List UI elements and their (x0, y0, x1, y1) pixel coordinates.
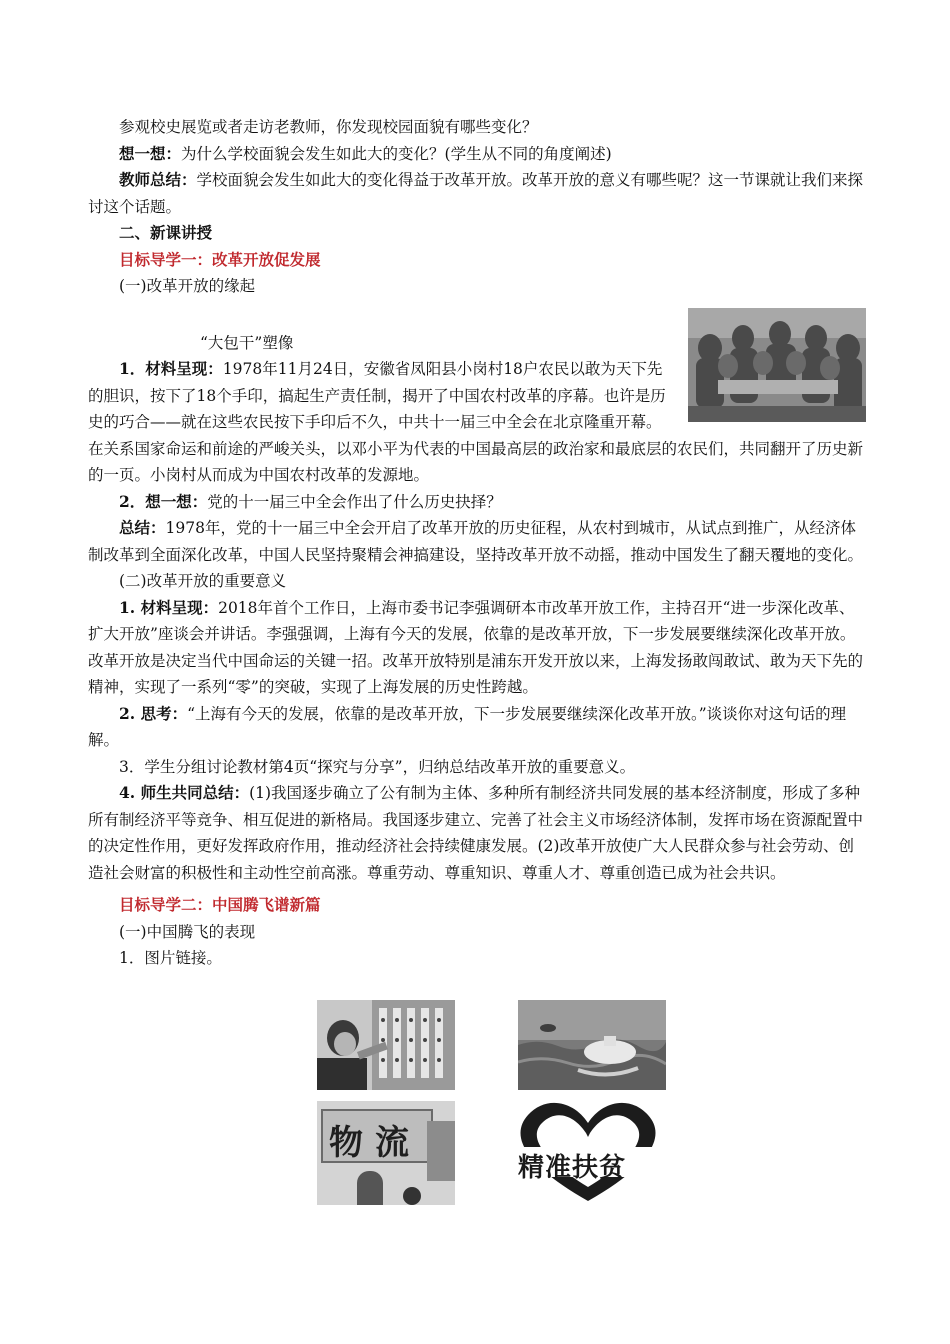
control-panel-photo (317, 1000, 455, 1090)
think-2-paragraph (88, 489, 866, 516)
section-heading: 二、新课讲授 (119, 223, 213, 242)
teacher-summary-text: 学校面貌会发生如此大的变化得益于改革开放。改革开放的意义有哪些呢？这一节课就让我们来探讨这个话题。 (88, 171, 864, 216)
joint-summary-paragraph (88, 780, 866, 886)
group-discussion-paragraph: 3．学生分组讨论教材第4页“探究与分享”，归纳总结改革开放的重要意义。 (119, 757, 636, 776)
goal1-summary-text: 1978年，党的十一届三中全会开启了改革开放的历史征程，从农村到城市，从试点到推广，从经济体制改革到全面深化改革，中国人民坚持聚精会神搞建设，坚持改革开放不动摇，推动中国发生了翻天覆地的变化。 (88, 519, 864, 564)
think-text: 为什么学校面貌会发生如此大的变化？(学生从不同的角度阐述) (181, 144, 612, 163)
shanghai-material-label: 1. 材料呈现： (119, 597, 219, 617)
document-body (88, 114, 866, 972)
goal2-heading: 目标导学二：中国腾飞谱新篇 (119, 895, 321, 914)
truck-wheel (403, 1187, 421, 1205)
joint-summary-text: (1)我国逐步确立了公有制为主体、多种所有制经济共同发展的基本经济制度，形成了多种所有制经济平等竞争、相互促进的新格局。我国逐步建立、完善了社会主义市场经济体制，发挥市场在资源配置中的决定性作用，更好发挥政府作用，推动经济社会持续健康发展。(2)改革开放使广大人民群众参与社会劳动、创造社会财富的积极性和主动性空前高涨。尊重劳动、尊重知识、尊重人才、尊重创造已成为社会共识。 (88, 784, 864, 882)
think-label: 想一想： (119, 143, 182, 163)
think-2-label: 2．想一想： (119, 491, 208, 511)
material-1-label: 1．材料呈现： (119, 359, 223, 378)
shanghai-material-text: 2018年首个工作日，上海市委书记李强调研本市改革开放工作，主持召开“进一步深化改革、扩大开放”座谈会并讲话。李强强调，上海有今天的发展，依靠的是改革开放，下一步发展要继续深化改革开放。改革开放是决定当代中国命运的关键一招。改革开放特别是浦东开发开放以来，上海发扬敢闯敢试、敢为天下先的精神，实现了一系列“零”的突破，实现了上海发展的历史性跨越。 (88, 598, 864, 696)
goal1-heading: 目标导学一：改革开放促发展 (119, 249, 321, 269)
logistics-photo (317, 1101, 455, 1205)
shanghai-material-paragraph (88, 595, 866, 701)
dabaogan-sculpture-image (688, 308, 866, 422)
intro-paragraph: 参观校史展览或者走访老教师，你发现校园面貌有哪些变化？ (119, 118, 538, 136)
poverty-alleviation-text: 精准扶贫 (518, 1153, 627, 1183)
goal1-subheading-2: (二)改革开放的重要意义 (119, 572, 287, 590)
worker-figure (357, 1171, 383, 1205)
joint-summary-label: 4. 师生共同总结： (119, 783, 250, 802)
picture-link-item: 1．图片链接。 (119, 949, 222, 967)
reflection-paragraph (88, 701, 866, 754)
reflection-label: 2. 思考： (119, 703, 188, 723)
reflection-text: “上海有今天的发展，依靠的是改革开放，下一步发展要继续深化改革开放。”谈谈你对这句话的理解。 (88, 704, 847, 749)
goal1-subheading-1: (一)改革开放的缘起 (119, 277, 256, 295)
goal1-summary-paragraph (88, 515, 866, 568)
goal2-subheading-1: (一)中国腾飞的表现 (119, 922, 256, 941)
goal1-summary-label: 总结： (119, 518, 166, 537)
teacher-summary-paragraph (88, 167, 866, 220)
logistics-text: 物流 (329, 1123, 421, 1163)
teacher-summary-label: 教师总结： (119, 170, 197, 189)
sculpture-caption: “大包干”塑像 (200, 333, 294, 352)
material-1-text: 1978年11月24日，安徽省凤阳县小岗村18户农民以敢为天下先的胆识，按下了18个手印，搞起生产责任制，揭开了中国农村改革的序幕。也许是历史的巧合——就在这些农民按下手印后不久，中共十一届三中全会在北京隆重开幕。在关系国家命运和前途的严峻关头，以邓小平为代表的中国最高层的政治家和最底层的农民们，共同翻开了历史新的一页。小岗村从而成为中国农村改革的发源地。 (88, 360, 864, 484)
submersible-photo (518, 1000, 666, 1090)
truck-body (427, 1121, 455, 1181)
poverty-alleviation-logo (508, 1097, 668, 1207)
think-2-text: 党的十一届三中全会作出了什么历史抉择？ (207, 492, 502, 511)
think-paragraph (88, 141, 866, 168)
